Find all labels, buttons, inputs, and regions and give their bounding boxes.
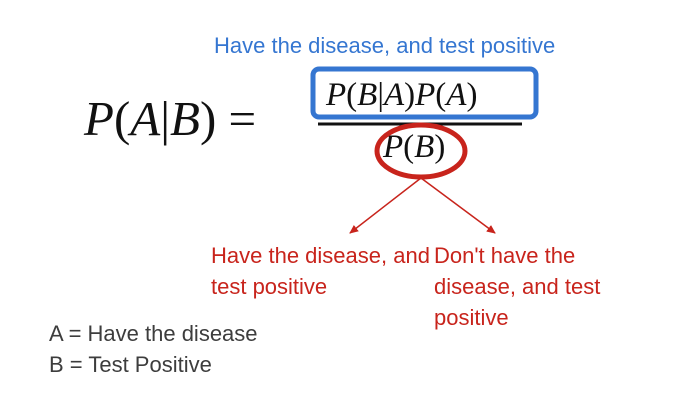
lhs-bar: | — [160, 91, 171, 146]
lhs-close-paren: ) — [199, 91, 217, 146]
numerator-highlight-box — [313, 69, 536, 117]
arrow-left — [350, 178, 421, 233]
den-b: B — [414, 129, 435, 165]
den-close: ) — [434, 129, 446, 165]
arrow-right — [421, 178, 495, 233]
num-p2: P — [415, 77, 436, 113]
equals-sign: = — [228, 91, 257, 146]
num-p1: P — [326, 77, 347, 113]
lhs-p: P — [84, 91, 114, 146]
num-b: B — [357, 77, 378, 113]
lhs-b: B — [170, 91, 200, 146]
lhs-open-paren: ( — [113, 91, 131, 146]
lhs-a: A — [130, 91, 161, 146]
num-bar: | — [377, 77, 384, 113]
den-p: P — [383, 129, 404, 165]
num-a1: A — [383, 77, 405, 113]
definition-a: A = Have the disease — [49, 321, 258, 346]
numerator-annotation: Have the disease, and test positive — [214, 33, 556, 58]
branch-label-right: Don't have the disease, and test positive — [434, 243, 601, 330]
denominator-highlight-ellipse — [377, 125, 465, 177]
num-open1: ( — [346, 77, 358, 113]
num-open2: ( — [435, 77, 447, 113]
num-close1: ) — [404, 77, 416, 113]
branch-label-left: Have the disease, and test positive — [211, 243, 430, 299]
num-close2: ) — [466, 77, 478, 113]
den-open: ( — [403, 129, 415, 165]
num-a2: A — [446, 77, 467, 113]
definition-b: B = Test Positive — [49, 352, 212, 377]
